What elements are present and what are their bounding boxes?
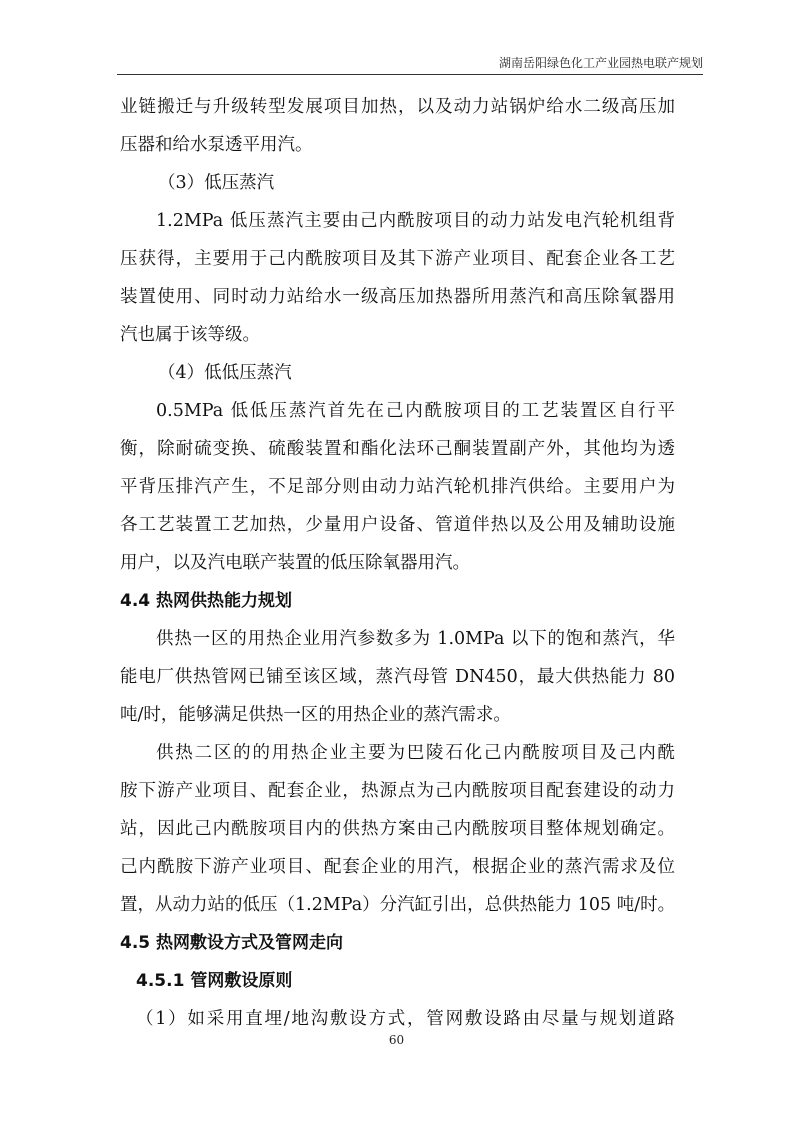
document-body <box>120 88 675 1038</box>
paragraph-line: 用户，以及汽电联产装置的低压除氧器用汽。 <box>120 553 470 573</box>
paragraph-line: 衡，除耐硫变换、硫酸装置和酯化法环己酮装置副产外，其他均为透 <box>120 439 675 459</box>
paragraph-line: 能电厂供热管网已铺至该区域，蒸汽母管 DN450，最大供热能力 80 <box>120 667 675 687</box>
paragraph-line: 压获得，主要用于己内酰胺项目及其下游产业项目、配套企业各工艺 <box>120 249 675 269</box>
paragraph-line: （1）如采用直埋/地沟敷设方式，管网敷设路由尽量与规划道路 <box>136 1009 675 1029</box>
paragraph-line: 1.2MPa 低压蒸汽主要由己内酰胺项目的动力站发电汽轮机组背 <box>156 211 675 231</box>
paragraph-line: 各工艺装置工艺加热，少量用户设备、管道伴热以及公用及辅助设施 <box>120 515 675 535</box>
paragraph-line: 供热一区的用热企业用汽参数多为 1.0MPa 以下的饱和蒸汽，华 <box>156 629 675 649</box>
paragraph-line: 压器和给水泵透平用汽。 <box>120 135 313 155</box>
paragraph-line: 汽也属于该等级。 <box>120 325 260 345</box>
subheading: （4）低低压蒸汽 <box>158 363 292 383</box>
paragraph-line: 供热二区的的用热企业主要为巴陵石化己内酰胺项目及己内酰 <box>156 743 675 763</box>
paragraph-line: 站，因此己内酰胺项目内的供热方案由己内酰胺项目整体规划确定。 <box>120 819 675 839</box>
paragraph-line: 装置使用、同时动力站给水一级高压加热器所用蒸汽和高压除氧器用 <box>120 287 675 307</box>
section-heading: 4.5 热网敷设方式及管网走向 <box>120 933 344 953</box>
subheading: （3）低压蒸汽 <box>158 173 275 193</box>
header-rule <box>117 74 703 75</box>
paragraph-line: 置，从动力站的低压（1.2MPa）分汽缸引出，总供热能力 105 吨/时。 <box>120 895 676 915</box>
section-heading: 4.4 热网供热能力规划 <box>120 591 293 611</box>
page-number: 60 <box>388 1033 405 1047</box>
paragraph-line: 己内酰胺下游产业项目、配套企业的用汽，根据企业的蒸汽需求及位 <box>120 857 675 877</box>
paragraph-line: 胺下游产业项目、配套企业，热源点为己内酰胺项目配套建设的动力 <box>120 781 675 801</box>
subsection-heading: 4.5.1 管网敷设原则 <box>136 971 293 991</box>
paragraph-line: 平背压排汽产生，不足部分则由动力站汽轮机排汽供给。主要用户为 <box>120 477 675 497</box>
running-header: 湖南岳阳绿色化工产业园热电联产规划 <box>498 56 703 70</box>
paragraph-line: 业链搬迁与升级转型发展项目加热，以及动力站锅炉给水二级高压加 <box>120 97 675 117</box>
paragraph-line: 吨/时，能够满足供热一区的用热企业的蒸汽需求。 <box>120 705 511 725</box>
paragraph-line: 0.5MPa 低低压蒸汽首先在己内酰胺项目的工艺装置区自行平 <box>156 401 675 421</box>
